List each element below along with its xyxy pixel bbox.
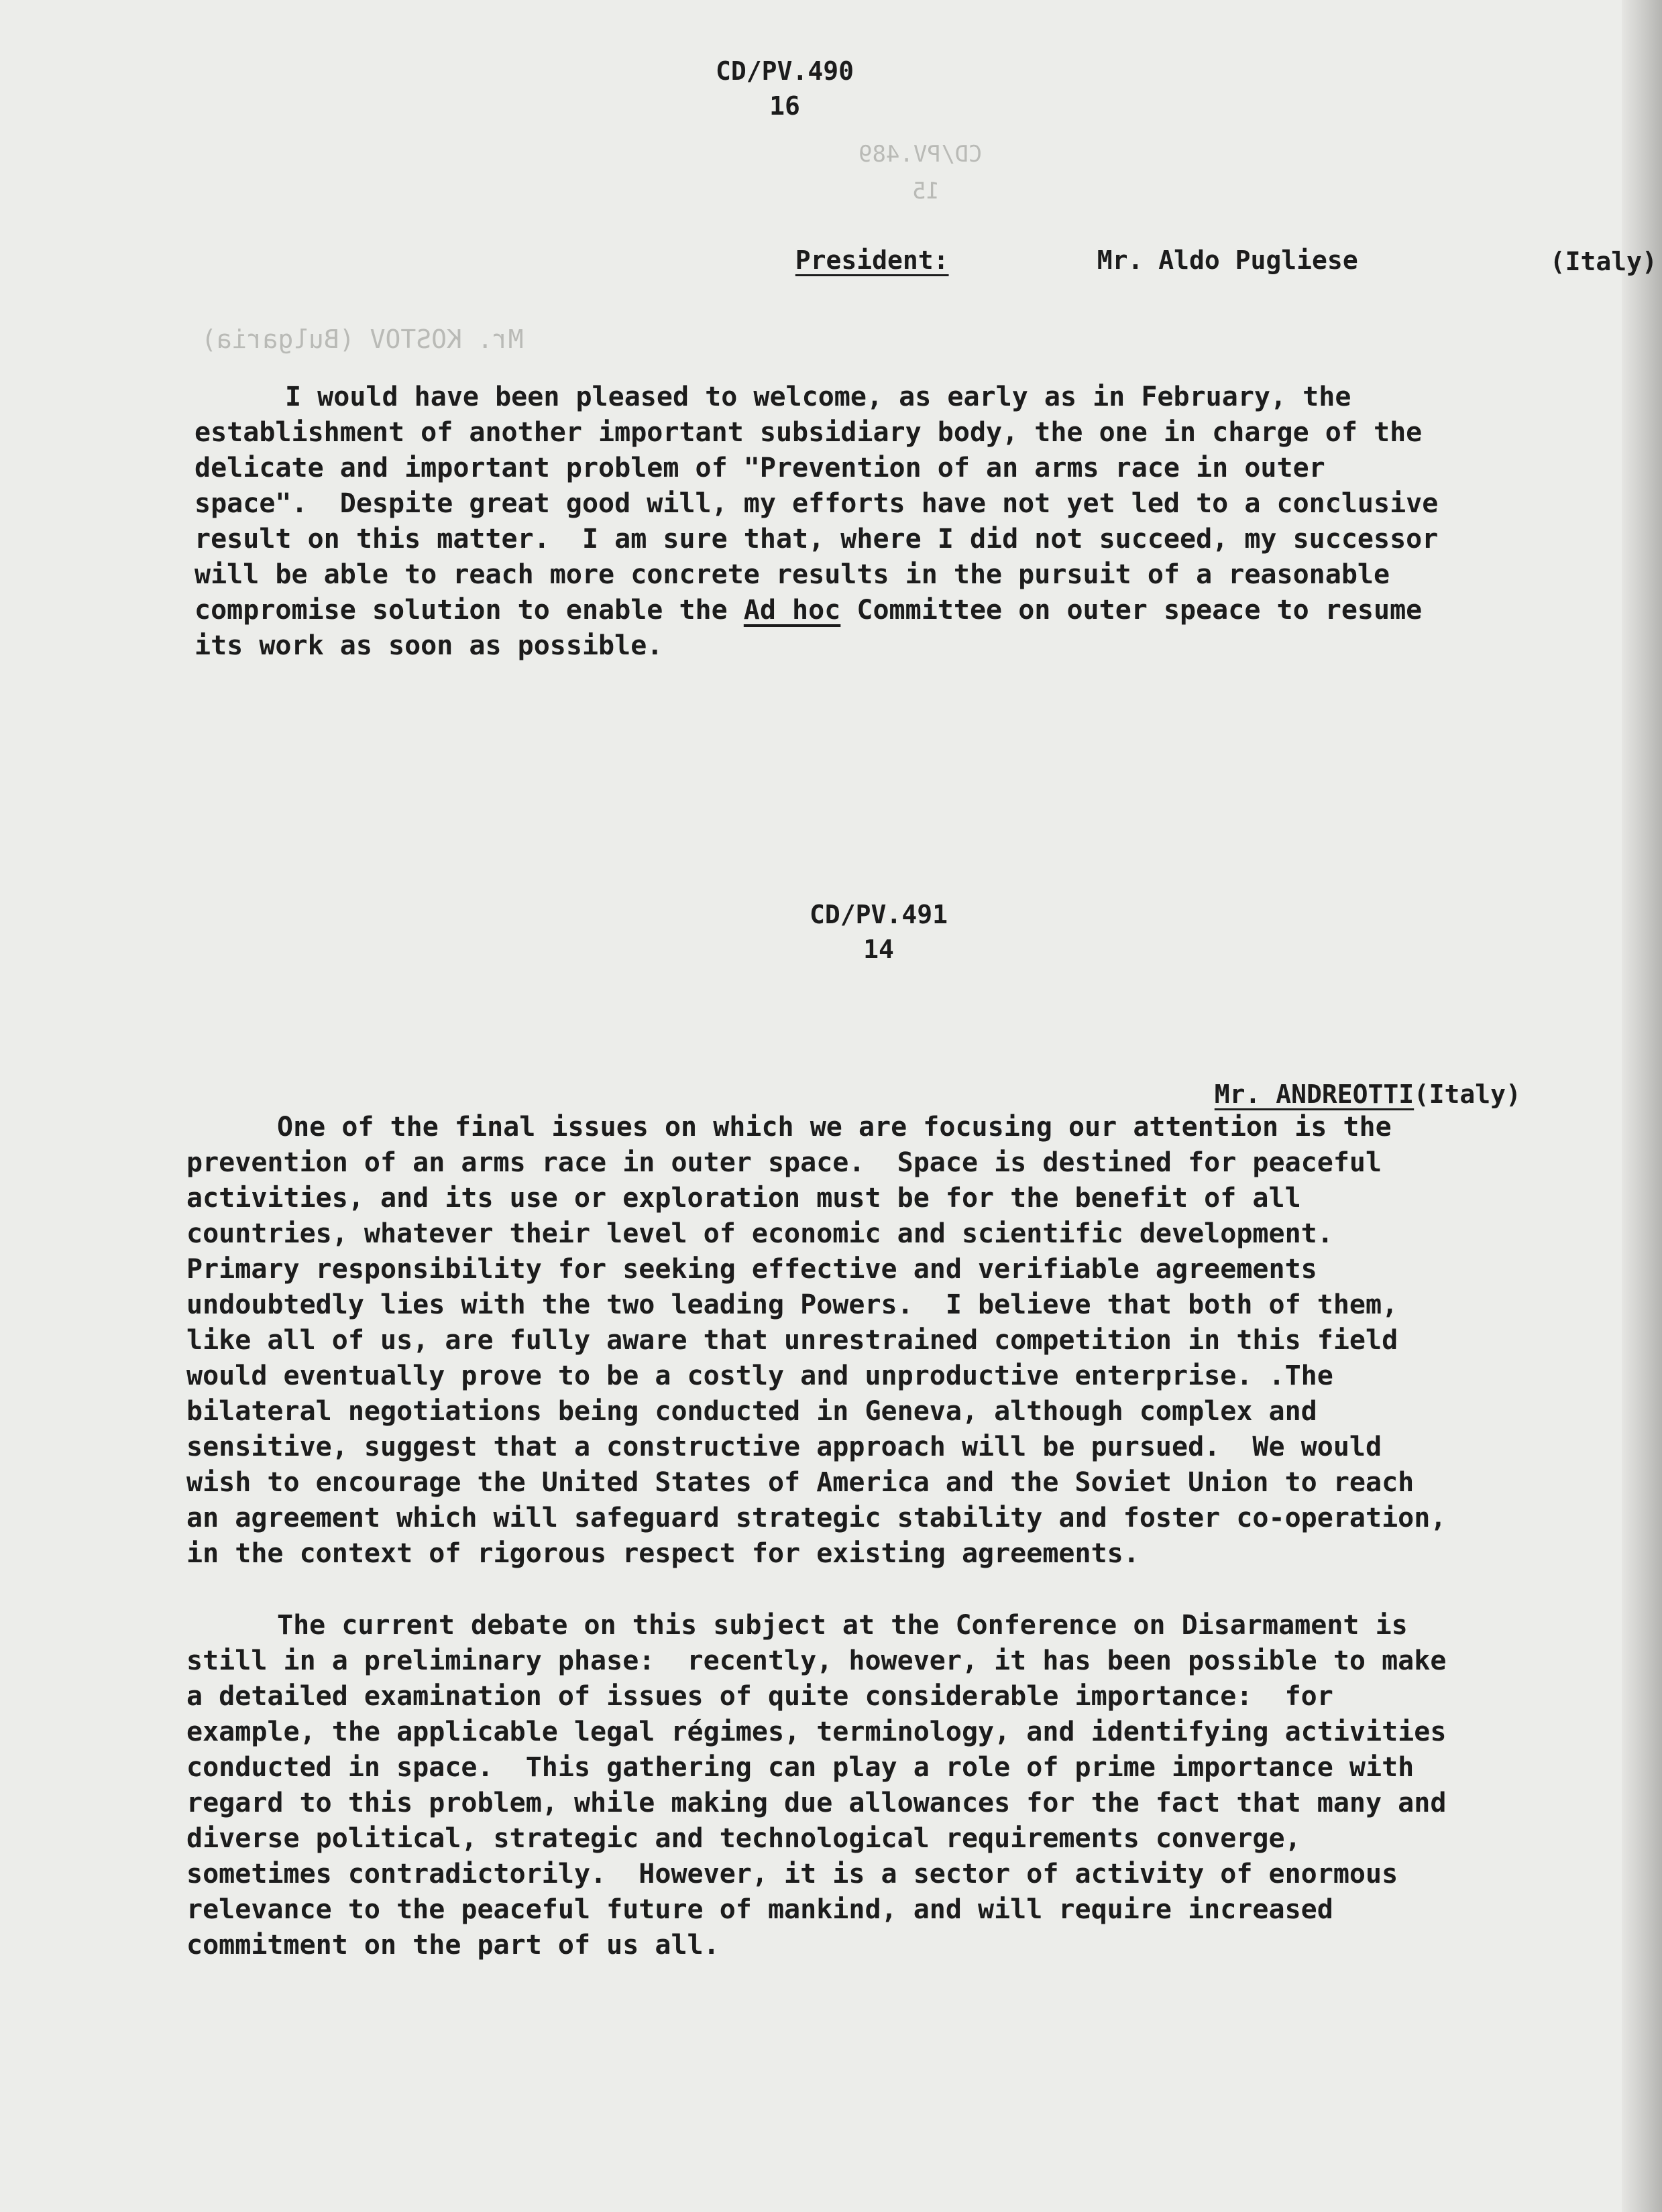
doc-ref-491 <box>791 897 966 967</box>
president-statement <box>195 380 1438 664</box>
doc-ref-page-number: 16 <box>769 91 800 121</box>
doc-ref-code: CD/PV.490 <box>716 56 854 86</box>
paragraph-line: regard to this problem, while making due allowances for the fact that many and <box>186 1788 1447 1818</box>
paragraph-line: result on this matter. I am sure that, where I did not succeed, my successor <box>195 524 1439 555</box>
paragraph-line: prevention of an arms race in outer space. Space is destined for peaceful <box>186 1147 1382 1178</box>
speaker-name: Mr. ANDREOTTI <box>1214 1080 1415 1109</box>
bleed-speaker: Mr. KOSTOV (Bulgaria) <box>201 325 524 354</box>
speaker-country: (Italy) <box>1413 1080 1521 1109</box>
paragraph-line: will be able to reach more concrete results in the pursuit of a reasonable <box>195 559 1390 590</box>
page-edge-shadow <box>1622 0 1662 2212</box>
paragraph-line: delicate and important problem of "Prevention of an arms race in outer <box>195 453 1325 483</box>
paragraph-line: countries, whatever their level of economic and scientific development. <box>186 1218 1333 1249</box>
paragraph-line: undoubtedly lies with the two leading Powers. I believe that both of them, <box>186 1289 1398 1320</box>
bleed-through-page <box>912 151 967 205</box>
paragraph-line: sometimes contradictorily. However, it is a sector of activity of enormous <box>186 1859 1398 1889</box>
paragraph-line: an agreement which will safeguard strategic stability and foster co-operation, <box>186 1503 1447 1533</box>
speaker-country-line <box>1383 1050 1521 1109</box>
paragraph-line: wish to encourage the United States of America and the Soviet Union to reach <box>186 1467 1415 1498</box>
line-head: compromise solution to enable the <box>195 595 744 626</box>
paragraph-line: establishment of another important subsidiary body, the one in charge of the <box>195 417 1423 448</box>
paragraph-line-adhoc <box>195 593 1438 628</box>
paragraph-line: I would have been pleased to welcome, as early as in February, the <box>285 382 1351 412</box>
paragraph-line: relevance to the peaceful future of mankind, and will require increased <box>186 1894 1333 1925</box>
speaker-line <box>1184 1050 1414 1109</box>
president-name-line <box>1066 216 1358 275</box>
paragraph-line: space". Despite great good will, my efforts have not yet led to a conclusive <box>195 488 1439 519</box>
doc-ref-code: CD/PV.491 <box>810 900 948 929</box>
paragraph-line: The current debate on this subject at the Conference on Disarmament is <box>277 1610 1408 1641</box>
paragraph-line: in the context of rigorous respect for existing agreements. <box>186 1538 1140 1569</box>
andreotti-statement-1 <box>186 1110 1446 1572</box>
paragraph-line: bilateral negotiations being conducted in Geneva, although complex and <box>186 1396 1317 1427</box>
paragraph-line: commitment on the part of us all. <box>186 1930 720 1961</box>
bleed-through-speaker <box>201 295 554 354</box>
paragraph-line: example, the applicable legal régimes, terminology, and identifying activities <box>186 1716 1447 1747</box>
president-country: (Italy) <box>1549 247 1657 276</box>
president-name: Mr. Aldo Pugliese <box>1097 245 1358 275</box>
president-country-line <box>1519 217 1657 276</box>
adhoc-term: Ad hoc <box>743 595 841 626</box>
line-tail: Committee on outer speace to resume <box>840 595 1423 626</box>
paragraph-line: its work as soon as possible. <box>195 630 663 661</box>
paragraph-line: would eventually prove to be a costly and unproductive enterprise. .The <box>186 1360 1333 1391</box>
paragraph-line: a detailed examination of issues of quite considerable importance: for <box>186 1681 1333 1712</box>
andreotti-statement-2 <box>186 1608 1446 1963</box>
doc-ref-490 <box>698 54 872 123</box>
president-label: President: <box>795 245 949 275</box>
paragraph-line: sensitive, suggest that a constructive approach will be pursued. We would <box>186 1432 1382 1462</box>
paragraph-line: like all of us, are fully aware that unrestrained competition in this field <box>186 1325 1398 1356</box>
paragraph-line: One of the final issues on which we are focusing our attention is the <box>277 1112 1392 1143</box>
paragraph-line: conducted in space. This gathering can play a role of prime importance with <box>186 1752 1415 1783</box>
president-line <box>765 216 949 275</box>
paragraph-line: diverse political, strategic and technological requirements converge, <box>186 1823 1301 1854</box>
paragraph-line: activities, and its use or exploration must be for the benefit of all <box>186 1183 1301 1214</box>
doc-ref-page-number: 14 <box>863 935 894 964</box>
paragraph-line: Primary responsibility for seeking effective and verifiable agreements <box>186 1254 1317 1285</box>
bleed-ref-page: 15 <box>912 178 940 205</box>
paragraph-line: still in a preliminary phase: recently, however, it has been possible to make <box>186 1645 1447 1676</box>
bleed-ref-code: CD/PV.489 <box>858 141 983 168</box>
